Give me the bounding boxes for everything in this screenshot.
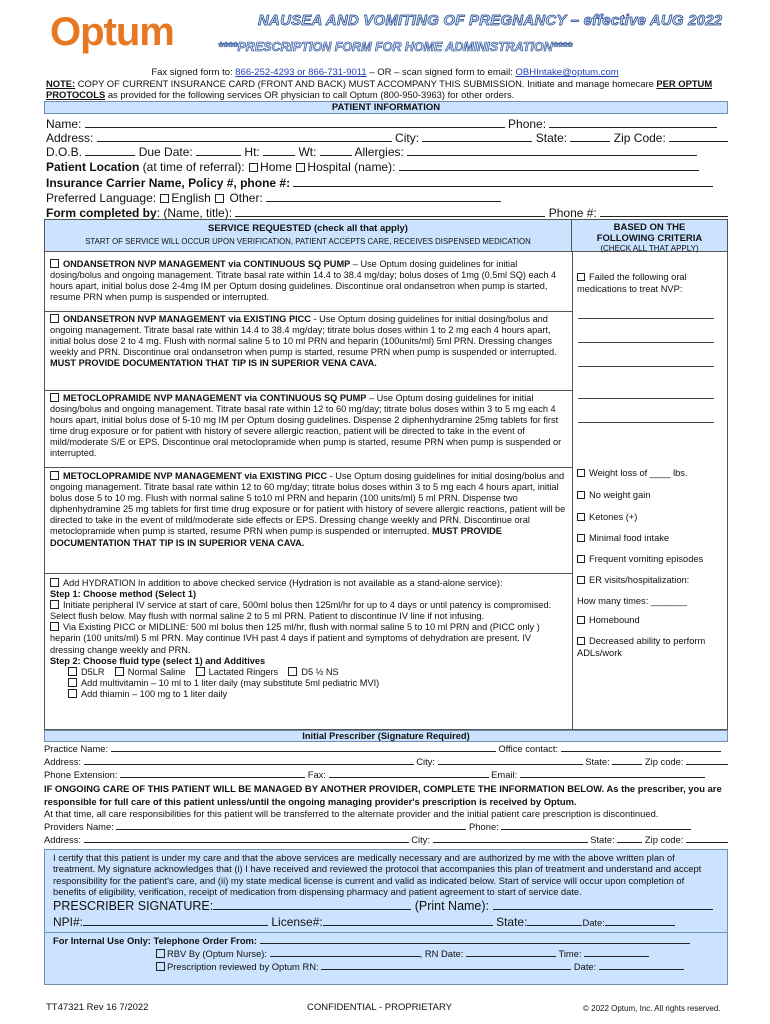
time-field[interactable] (584, 948, 649, 957)
license-state-label: State: (496, 914, 528, 929)
provider-zip-field[interactable] (686, 834, 728, 843)
patient-address-row (46, 131, 728, 145)
criteria-line-4[interactable] (578, 398, 714, 399)
failed-oral-label: Failed the following oral medications to treat NVP: (577, 272, 687, 294)
prescriber-city-label: City: (416, 756, 435, 767)
prescriber-fax-field[interactable] (329, 769, 489, 778)
form-revision: TT47321 Rev 16 7/2022 (46, 1002, 149, 1013)
zip-label: Zip Code: (613, 131, 666, 145)
lactated-ringers-checkbox[interactable] (196, 667, 205, 676)
criteria-minimal-food (577, 533, 725, 545)
office-contact-field[interactable] (561, 743, 721, 752)
prescriber-zip-field[interactable] (686, 756, 728, 765)
prescriber-address-row (44, 756, 728, 768)
internal-use-row (45, 935, 727, 946)
address-field[interactable] (97, 131, 392, 142)
location-label: Patient Location (46, 160, 140, 174)
weight-loss-label: Weight loss of ____ lbs. (589, 468, 688, 478)
column-divider (572, 252, 573, 730)
provider-address-field[interactable] (84, 834, 409, 843)
language-label: Preferred Language: (46, 191, 160, 205)
optum-logo: Optum (50, 10, 174, 54)
note-text: COPY OF CURRENT INSURANCE CARD (FRONT AND BACK) MUST ACCOMPANY THIS SUBMISSION. Initiate and manage homecare (75, 78, 657, 89)
ext-field[interactable] (120, 769, 305, 778)
normal-saline-label: Normal Saline (127, 666, 186, 677)
criteria-how-many: How many times: _______ (577, 596, 688, 606)
language-row (46, 191, 728, 205)
s3-title: METOCLOPRAMIDE NVP MANAGEMENT via CONTINUOUS SQ PUMP (63, 393, 367, 403)
prescriber-contact-row (44, 769, 728, 781)
note-per-protocols: PER OPTUM PROTOCOLS (46, 78, 713, 100)
home-label: Home (260, 160, 293, 174)
npi-field[interactable] (83, 915, 268, 926)
provider-row (44, 821, 728, 833)
time-label: Time: (558, 947, 582, 959)
step1-label: Step 1: Choose method (Select 1) (50, 589, 197, 600)
certification-text: I certify that this patient is under my care and that the above services are medically necessary and are authorized by me with the above written plan of treatment. My signature acknowledges that (i) I have received and reviewed the protocol that accompanies this plan of treatment and understand and accept responsibility for the patient's care, and (ii) my state medical license is current and valid as indicated below. Start of service will occur upon completion of benefits of eligibility, verification, receipt of medication from dispensing pharmacy and patient agreement to start of service date. (53, 852, 702, 898)
minimal-food-checkbox[interactable] (577, 534, 585, 542)
criteria-header (572, 220, 727, 252)
rbv-field[interactable] (270, 948, 420, 957)
fax-label: Fax signed form to: (151, 67, 236, 78)
decreased-adl-label: Decreased ability to perform ADLs/work (577, 636, 706, 658)
s4-text: - Use Optum dosing guidelines for initial dosing/bolus and ongoing management. Titrate basal rate within 12 to 60 mg/day; titrate bolus doses within 3 to 5 mg each 4 hours apart, initial bolus dose 5 to 10 mg. Flush with normal saline 5 to10 ml PRN and heparin (100 units/ml) 5 ml PRN. Dispense two diphenhydramine 25 mg tablets for first time drug exposure or for patient with history of severe allergic reactions, patient will be directed to take in the event of mild/moderate side effects or EPS. Dressing change weekly and PRN. Discontinue oral metoclopramide when pump is started, resume PRN when pump is suspended or interrupted. (50, 471, 566, 537)
form-title: NAUSEA AND VOMITING OF PREGNANCY – effective AUG 2022 (258, 12, 723, 29)
completed-by-field[interactable] (235, 206, 545, 217)
criteria-er-visits (577, 575, 725, 587)
frequent-vomiting-checkbox[interactable] (577, 555, 585, 563)
hydration-text: In addition to above checked service (Hydration is not available as a stand-alone service): (135, 578, 503, 588)
prescriber-address-field[interactable] (84, 756, 414, 765)
copyright: © 2022 Optum, Inc. All rights reserved. (583, 1004, 721, 1013)
decreased-adl-checkbox[interactable] (577, 637, 585, 645)
criteria-title: BASED ON THE FOLLOWING CRITERIA (596, 222, 703, 244)
metoclopramide-picc-checkbox[interactable] (50, 471, 59, 480)
provider-state-label: State: (590, 834, 615, 845)
criteria-frequent-vomiting (577, 554, 725, 566)
provider-phone-label: Phone: (469, 821, 499, 832)
service-ondansetron-sq (50, 259, 568, 303)
license-state-field[interactable] (527, 915, 582, 926)
signature-date-field[interactable] (605, 915, 675, 926)
ongoing-care-notice: IF ONGOING CARE OF THIS PATIENT WILL BE MANAGED BY ANOTHER PROVIDER, COMPLETE THE INFORMATION BELOW. As the prescriber, you are responsible for full care of this patient unless/until the ongoing managing provider's prescription is received by Optum. (44, 783, 722, 807)
fax-numbers: 866-252-4293 or 866-731-9011 (235, 67, 367, 78)
prescriber-state-field[interactable] (612, 756, 642, 765)
weight-field[interactable] (320, 145, 352, 156)
services-title: SERVICE REQUESTED (check all that apply) (208, 223, 408, 234)
provider-state-field[interactable] (617, 834, 642, 843)
phone-label: Phone: (508, 117, 547, 131)
patient-location-row (46, 160, 728, 174)
divider-2 (45, 390, 572, 391)
ondansetron-sq-checkbox[interactable] (50, 259, 59, 268)
criteria-subtitle: (CHECK ALL THAT APPLY) (600, 244, 699, 253)
reviewed-label: Prescription reviewed by Optum RN: (167, 960, 319, 972)
print-name-field[interactable] (493, 899, 713, 910)
existing-picc-checkbox[interactable] (50, 622, 59, 631)
divider-1 (45, 311, 572, 312)
ext-label: Phone Extension: (44, 769, 118, 780)
prescriber-zip-label: Zip code: (644, 756, 684, 767)
s1-text: – Use Optum dosing guidelines for initial dosing/bolus and ongoing management. Titrate basal rate within 14.4 to 38.4 mg/day; bolus doses of 1mg (0.5ml SQ) each 4 hours apart, initial bolus dose 2-4mg IM per Optum dosing guidelines. Discontinue oral ondansetron when pump is started, resume PRN when pump is suspended or interrupted. (50, 259, 557, 303)
rbv-row (45, 946, 727, 959)
peripheral-iv-checkbox[interactable] (50, 600, 59, 609)
prescriber-email-field[interactable] (520, 769, 705, 778)
service-hydration (50, 578, 568, 700)
s2-bold: MUST PROVIDE DOCUMENTATION THAT TIP IS IN SUPERIOR VENA CAVA. (50, 358, 377, 369)
completed-by-label: Form completed by (46, 206, 157, 220)
signature-field[interactable] (213, 899, 411, 910)
dob-field[interactable] (85, 145, 135, 156)
homebound-label: Homebound (589, 615, 640, 625)
metoclopramide-sq-checkbox[interactable] (50, 393, 59, 402)
signature-row (45, 898, 727, 914)
prescriber-address-label: Address: (44, 756, 81, 767)
existing-picc-text: Via Existing PICC or MIDLINE: 500 ml bolus then 125 ml/hr, flush with normal saline 5 to 10 ml PRN and (PICC only ) heparin (100 units/ml) 5 ml PRN. May continue IVH past 4 days if patient and symptoms of dehydration are present. IV dressing change weekly and PRN. (50, 622, 540, 655)
thiamin-label: Add thiamin – 100 mg to 1 liter daily (81, 688, 228, 699)
hydration-title: Add HYDRATION (63, 578, 136, 588)
insurance-label: Insurance Carrier Name, Policy #, phone #: (46, 176, 291, 190)
criteria-failed-oral (577, 272, 725, 295)
rn-date-label: , RN Date: (419, 947, 464, 959)
home-checkbox[interactable] (249, 163, 258, 172)
criteria-line-1[interactable] (578, 318, 714, 319)
er-visits-label: ER visits/hospitalization: (589, 575, 690, 585)
provider-city-field[interactable] (433, 834, 588, 843)
reviewed-checkbox[interactable] (156, 962, 165, 971)
patient-info-header: PATIENT INFORMATION (44, 101, 728, 114)
s3-text: – Use Optum dosing guidelines for initial dosing/bolus and ongoing management. Titrate basal rate within 12 to 60 mg/day; titrate bolus doses within 3 to 5 mg each 4 hours apart, initial bolus dose of 5-10 mg IM per Optum dosing guidelines. Dispense 2 diphenhydramine 25mg tablets for first time drug exposure or for patient with history of severe allergic reaction, patient will be directed to take in the event of mild/moderate S/E or EPS. Discontinue oral metoclopramide when pump is started, resume PRN when pump is suspended or interrupted. (50, 393, 562, 459)
service-metoclopramide-sq (50, 393, 568, 460)
form-subtitle: ****PRESCRIPTION FORM FOR HOME ADMINISTRATION**** (218, 40, 573, 54)
height-label: Ht: (244, 145, 260, 159)
intake-email-link[interactable]: OBHIntake@optum.com (515, 67, 619, 78)
allergies-label: Allergies: (354, 145, 404, 159)
other-label: Other: (229, 191, 263, 205)
reviewed-date-label: Date: (573, 960, 597, 972)
transfer-notice: At that time, all care responsibilities for this patient will be transferred to the alternate provider and the initial patient care prescription is discontinued. (44, 808, 659, 819)
city-field[interactable] (422, 131, 532, 142)
internal-divider (45, 932, 727, 933)
telephone-order-field[interactable] (260, 935, 690, 944)
provider-address-label: Address: (44, 834, 81, 845)
insurance-field[interactable] (293, 176, 713, 187)
due-date-field[interactable] (196, 145, 241, 156)
step2-label: Step 2: Choose fluid type (select 1) and Additives (50, 655, 266, 666)
reviewed-row (45, 959, 727, 972)
patient-dob-row (46, 145, 728, 159)
fax-or: – OR – scan signed form to email: (366, 67, 516, 78)
thiamin-checkbox[interactable] (68, 689, 77, 698)
english-checkbox[interactable] (160, 194, 169, 203)
phone2-label: Phone #: (548, 206, 597, 220)
rbv-checkbox[interactable] (156, 949, 165, 958)
note-label: NOTE: (46, 78, 76, 89)
d5lr-checkbox[interactable] (68, 667, 77, 676)
minimal-food-label: Minimal food intake (589, 533, 670, 543)
npi-row (45, 914, 727, 930)
location-sub-label: (at time of referral): (139, 160, 249, 174)
prescriber-email-label: Email: (491, 769, 518, 780)
license-label: License#: (271, 914, 323, 929)
s4-title: METOCLOPRAMIDE NVP MANAGEMENT via EXISTING PICC (63, 471, 328, 481)
hospital-label: Hospital (name): (307, 160, 396, 174)
weight-label: Wt: (298, 145, 317, 159)
s2-text: - Use Optum dosing guidelines for initial dosing/bolus and ongoing management. Titrate basal rate within 14.4 to 38.4 mg/day; titrate bolus doses within 1 to 2 mg each 4 hours apart, initial bolus dose 2 to 4 mg. Flush with normal saline 5 to 10 ml PRN and heparin (100units/ml) 5ml PRN. Dressing changes weekly and PRN. Discontinue oral ondansetron when pump is started, resume PRN when pump is suspended or interrupted. (50, 314, 557, 358)
print-name-label: (Print Name): (414, 898, 490, 913)
prescriber-state-label: State: (585, 756, 610, 767)
signature-date-label: Date: (582, 916, 605, 928)
hospital-checkbox[interactable] (296, 163, 305, 172)
zip-field[interactable] (669, 131, 728, 142)
hydration-checkbox[interactable] (50, 578, 59, 587)
name-field[interactable] (85, 117, 505, 128)
criteria-decreased-adl (577, 636, 725, 659)
practice-row (44, 743, 728, 755)
phone2-field[interactable] (600, 206, 728, 217)
criteria-weight-loss (577, 468, 725, 480)
practice-label: Practice Name: (44, 743, 109, 754)
hospital-field[interactable] (399, 160, 699, 171)
name-label: Name: (46, 117, 82, 131)
divider-3 (45, 467, 572, 468)
state-field[interactable] (570, 131, 610, 142)
fax-instructions (0, 67, 770, 78)
height-field[interactable] (263, 145, 295, 156)
note-tail: as provided for the following services OR physician to call Optum (800-950-3963) for other orders. (105, 89, 515, 100)
ondansetron-picc-checkbox[interactable] (50, 314, 59, 323)
patient-name-row (46, 117, 728, 131)
services-subtitle: START OF SERVICE WILL OCCUR UPON VERIFICATION, PATIENT ACCEPTS CARE, RECEIVES DISPENSED MEDICATION (85, 237, 531, 246)
d5-half-ns-checkbox[interactable] (288, 667, 297, 676)
s2-title: ONDANSETRON NVP MANAGEMENT via EXISTING PICC (63, 314, 311, 324)
service-ondansetron-picc (50, 314, 568, 369)
d5lr-label: D5LR (81, 666, 105, 677)
service-metoclopramide-picc (50, 471, 568, 549)
criteria-line-5[interactable] (578, 422, 714, 423)
criteria-ketones (577, 512, 725, 524)
npi-label: NPI#: (53, 914, 84, 929)
provider-name-field[interactable] (116, 821, 466, 830)
divider-4 (45, 573, 572, 574)
note-paragraph (46, 78, 726, 100)
provider-address-row (44, 834, 728, 846)
failed-oral-checkbox[interactable] (577, 273, 585, 281)
rn-date-field[interactable] (466, 948, 556, 957)
s1-title: ONDANSETRON NVP MANAGEMENT via CONTINUOUS SQ PUMP (63, 259, 351, 269)
state-label: State: (535, 131, 568, 145)
multivitamin-label: Add multivitamin – 10 ml to 1 liter daily (may substitute 5ml pediatric MVI) (81, 677, 380, 688)
prescriber-fax-label: Fax: (307, 769, 326, 780)
frequent-vomiting-label: Frequent vomiting episodes (589, 554, 704, 564)
provider-phone-field[interactable] (501, 821, 691, 830)
completed-by-sub: : (Name, title): (156, 206, 233, 220)
allergies-field[interactable] (407, 145, 697, 156)
weight-loss-checkbox[interactable] (577, 469, 585, 477)
due-date-label: Due Date: (138, 145, 193, 159)
services-header (45, 220, 572, 252)
criteria-no-weight-gain (577, 490, 725, 502)
completed-by-row (46, 206, 728, 220)
normal-saline-checkbox[interactable] (115, 667, 124, 676)
homebound-checkbox[interactable] (577, 616, 585, 624)
er-visits-checkbox[interactable] (577, 576, 585, 584)
other-language-checkbox[interactable] (215, 194, 224, 203)
insurance-row (46, 176, 728, 190)
dob-label: D.O.B. (46, 145, 83, 159)
signature-label: PRESCRIBER SIGNATURE: (53, 898, 214, 913)
provider-name-label: Providers Name: (44, 821, 114, 832)
provider-zip-label: Zip code: (644, 834, 684, 845)
english-label: English (171, 191, 211, 205)
phone-field[interactable] (549, 117, 717, 128)
criteria-line-2[interactable] (578, 342, 714, 343)
practice-field[interactable] (111, 743, 496, 752)
prescriber-header: Initial Prescriber (Signature Required) (44, 730, 728, 742)
other-language-field[interactable] (266, 191, 501, 202)
s4-bold: MUST PROVIDE DOCUMENTATION THAT TIP IS IN SUPERIOR VENA CAVA. (50, 526, 502, 548)
certification-box (44, 849, 728, 985)
no-weight-gain-checkbox[interactable] (577, 491, 585, 499)
reviewed-field[interactable] (321, 961, 571, 970)
lactated-ringers-label: Lactated Ringers (208, 666, 279, 677)
multivitamin-checkbox[interactable] (68, 678, 77, 687)
city-label: City: (395, 131, 420, 145)
office-contact-label: Office contact: (498, 743, 559, 754)
reviewed-date-field[interactable] (599, 961, 684, 970)
criteria-homebound (577, 615, 725, 627)
ketones-label: Ketones (+) (589, 512, 638, 522)
prescriber-city-field[interactable] (438, 756, 583, 765)
internal-use-label: For Internal Use Only: Telephone Order From: (53, 934, 258, 946)
address-label: Address: (46, 131, 94, 145)
provider-city-label: City: (411, 834, 430, 845)
confidential-label: CONFIDENTIAL - PROPRIETARY (307, 1002, 452, 1013)
rbv-label: RBV By (Optum Nurse): (167, 947, 268, 959)
d5-half-ns-label: D5 ½ NS (301, 666, 339, 677)
peripheral-iv-text: Initiate peripheral IV service at start of care, 500ml bolus then 125ml/hr for up to 4 days or until patency is compromised. Select flush below. May flush with normal saline 2 to 5 ml PRN. Patient to discontinue IV line if not infusing. (50, 600, 552, 622)
no-weight-gain-label: No weight gain (589, 490, 651, 500)
license-field[interactable] (323, 915, 493, 926)
criteria-line-3[interactable] (578, 366, 714, 367)
ketones-checkbox[interactable] (577, 513, 585, 521)
